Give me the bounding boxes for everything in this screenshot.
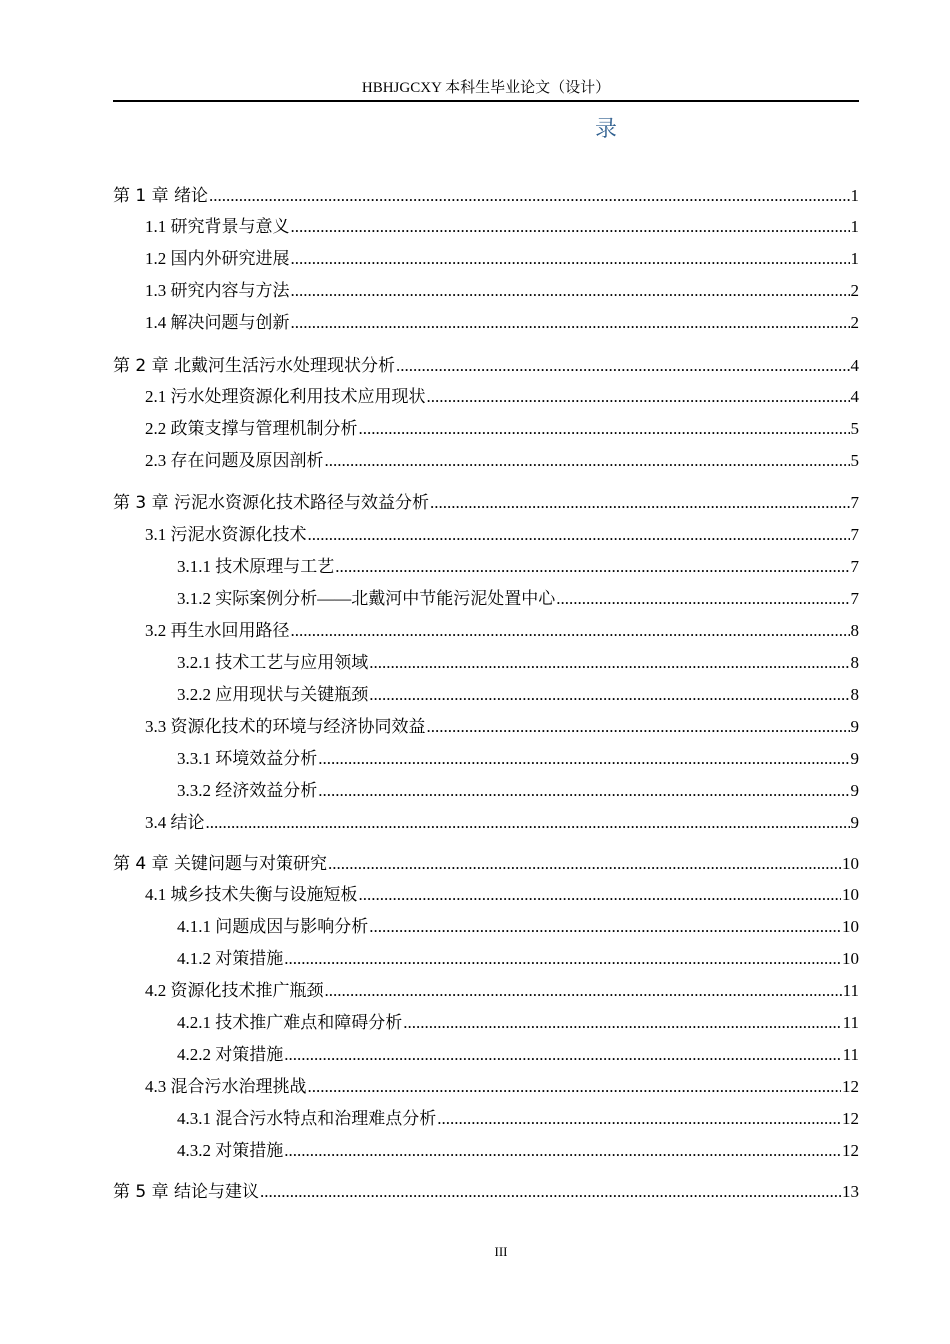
toc-entry-label: 2.2 政策支撑与管理机制分析: [145, 419, 358, 438]
toc-dot-leader: [291, 276, 850, 306]
toc-dot-leader: [369, 680, 849, 710]
toc-entry[interactable]: [177, 744, 859, 774]
page-number: III: [494, 1244, 508, 1259]
toc-entry-label: 4.2 资源化技术推广瓶颈: [145, 981, 324, 1000]
toc-entry[interactable]: [177, 944, 859, 974]
toc-entry[interactable]: [177, 584, 859, 614]
toc-entry-page: 10: [842, 917, 859, 936]
toc-entry-page: 5: [850, 451, 859, 470]
toc-entry-page: 7: [850, 493, 859, 512]
toc-entry[interactable]: [145, 880, 859, 910]
toc-entry[interactable]: [145, 244, 859, 274]
toc-dot-leader: [369, 912, 841, 942]
toc-entry[interactable]: [177, 912, 859, 942]
toc-dot-leader: [403, 1008, 841, 1038]
toc-dot-leader: [325, 976, 842, 1006]
toc-entry-page: 13: [842, 1182, 859, 1201]
toc-dot-leader: [437, 1104, 841, 1134]
page-header: HBHJGCXY 本科生毕业论文（设计）: [361, 80, 611, 96]
toc-entry-label: 3.3 资源化技术的环境与经济协同效益: [145, 717, 426, 736]
toc-dot-leader: [291, 244, 850, 274]
toc-entry-page: 9: [850, 749, 859, 768]
toc-entry-page: 11: [842, 1013, 859, 1032]
toc-entry-label: 4.3 混合污水治理挑战: [145, 1077, 307, 1096]
toc-entry-page: 9: [850, 781, 859, 800]
toc-entry-label: 4.1.1 问题成因与影响分析: [177, 917, 369, 936]
toc-dot-leader: [308, 1072, 842, 1102]
toc-entry-page: 10: [842, 854, 859, 873]
toc-entry-label: 第 3 章 污泥水资源化技术路径与效益分析: [113, 493, 430, 513]
toc-entry[interactable]: [145, 446, 859, 476]
toc-entry[interactable]: [113, 351, 859, 381]
toc-entry[interactable]: [177, 1008, 859, 1038]
toc-entry-label: 3.2.1 技术工艺与应用领域: [177, 653, 369, 672]
toc-entry-page: 10: [842, 885, 859, 904]
toc-entry-page: 4: [850, 387, 859, 406]
toc-entry[interactable]: [145, 616, 859, 646]
toc-entry-page: 1: [850, 217, 859, 236]
toc-entry[interactable]: [145, 276, 859, 306]
toc-entry-label: 4.3.2 对策措施: [177, 1141, 284, 1160]
toc-entry-page: 9: [850, 813, 859, 832]
toc-entry[interactable]: [145, 976, 859, 1006]
toc-entry-label: 3.2 再生水回用路径: [145, 621, 290, 640]
toc-entry[interactable]: [177, 680, 859, 710]
toc-dot-leader: [369, 648, 849, 678]
toc-entry-label: 4.3.1 混合污水特点和治理难点分析: [177, 1109, 437, 1128]
toc-entry-page: 2: [850, 281, 859, 300]
toc-entry-label: 4.1.2 对策措施: [177, 949, 284, 968]
toc-dot-leader: [291, 308, 850, 338]
toc-entry[interactable]: [145, 1072, 859, 1102]
toc-dot-leader: [318, 744, 849, 774]
toc-entry-label: 4.2.1 技术推广难点和障碍分析: [177, 1013, 403, 1032]
toc-dot-leader: [308, 520, 850, 550]
toc-entry-label: 1.2 国内外研究进展: [145, 249, 290, 268]
toc-dot-leader: [284, 1136, 841, 1166]
toc-entry-page: 10: [842, 949, 859, 968]
toc-entry-label: 1.1 研究背景与意义: [145, 217, 290, 236]
toc-entry[interactable]: [177, 552, 859, 582]
toc-dot-leader: [291, 616, 850, 646]
toc-entry-label: 3.1.2 实际案例分析——北戴河中节能污泥处置中心: [177, 589, 556, 608]
toc-entry-page: 1: [850, 186, 859, 205]
toc-entry-label: 3.4 结论: [145, 813, 205, 832]
toc-entry-page: 11: [842, 981, 859, 1000]
toc-entry-label: 1.3 研究内容与方法: [145, 281, 290, 300]
toc-entry-page: 7: [850, 557, 859, 576]
toc-dot-leader: [430, 488, 849, 518]
toc-entry[interactable]: [145, 212, 859, 242]
toc-entry-label: 2.3 存在问题及原因剖析: [145, 451, 324, 470]
toc-entry[interactable]: [177, 1104, 859, 1134]
toc-entry-page: 8: [850, 653, 859, 672]
toc-entry[interactable]: [177, 1136, 859, 1166]
toc-dot-leader: [318, 776, 849, 806]
toc-entry[interactable]: [113, 1177, 859, 1207]
toc-entry-page: 12: [842, 1141, 859, 1160]
toc-entry-page: 5: [850, 419, 859, 438]
toc-entry-label: 2.1 污水处理资源化利用技术应用现状: [145, 387, 426, 406]
toc-dot-leader: [359, 880, 842, 910]
toc-entry-label: 1.4 解决问题与创新: [145, 313, 290, 332]
toc-entry-page: 1: [850, 249, 859, 268]
header-divider: [113, 100, 859, 102]
toc-entry-label: 第 2 章 北戴河生活污水处理现状分析: [113, 356, 396, 376]
toc-dot-leader: [359, 414, 850, 444]
toc-entry[interactable]: [145, 520, 859, 550]
toc-entry[interactable]: [145, 308, 859, 338]
toc-entry[interactable]: [177, 1040, 859, 1070]
toc-dot-leader: [291, 212, 850, 242]
toc-dot-leader: [427, 382, 850, 412]
toc-dot-leader: [284, 944, 841, 974]
toc-dot-leader: [328, 849, 841, 879]
toc-entry[interactable]: [113, 181, 859, 211]
toc-entry-label: 3.3.1 环境效益分析: [177, 749, 318, 768]
toc-entry-label: 第 5 章 结论与建议: [113, 1182, 260, 1202]
toc-entry[interactable]: [145, 414, 859, 444]
toc-entry-page: 9: [850, 717, 859, 736]
toc-entry-label: 第 1 章 绪论: [113, 186, 209, 206]
toc-entry-label: 3.1.1 技术原理与工艺: [177, 557, 335, 576]
toc-entry-page: 4: [850, 356, 859, 375]
toc-entry-page: 12: [842, 1077, 859, 1096]
toc-entry-label: 第 4 章 关键问题与对策研究: [113, 854, 328, 874]
toc-entry[interactable]: [145, 382, 859, 412]
toc-entry-page: 11: [842, 1045, 859, 1064]
toc-entry-label: 3.2.2 应用现状与关键瓶颈: [177, 685, 369, 704]
toc-entry-page: 7: [850, 525, 859, 544]
toc-dot-leader: [396, 351, 849, 381]
toc-entry[interactable]: [177, 776, 859, 806]
toc-entry[interactable]: [145, 808, 859, 838]
toc-dot-leader: [209, 181, 849, 211]
toc-entry[interactable]: [113, 488, 859, 518]
toc-dot-leader: [427, 712, 850, 742]
toc-dot-leader: [335, 552, 849, 582]
toc-entry-page: 2: [850, 313, 859, 332]
toc-entry-label: 4.1 城乡技术失衡与设施短板: [145, 885, 358, 904]
toc-entry-page: 8: [850, 685, 859, 704]
toc-entry-label: 4.2.2 对策措施: [177, 1045, 284, 1064]
toc-entry[interactable]: [177, 648, 859, 678]
toc-dot-leader: [284, 1040, 841, 1070]
toc-dot-leader: [556, 584, 849, 614]
toc-entry[interactable]: [145, 712, 859, 742]
toc-dot-leader: [206, 808, 850, 838]
toc-entry-label: 3.1 污泥水资源化技术: [145, 525, 307, 544]
toc-dot-leader: [325, 446, 850, 476]
toc-entry-label: 3.3.2 经济效益分析: [177, 781, 318, 800]
toc-title: 录: [595, 117, 618, 142]
toc-dot-leader: [260, 1177, 841, 1207]
toc-entry-page: 8: [850, 621, 859, 640]
toc-entry-page: 12: [842, 1109, 859, 1128]
toc-entry-page: 7: [850, 589, 859, 608]
toc-entry[interactable]: [113, 849, 859, 879]
